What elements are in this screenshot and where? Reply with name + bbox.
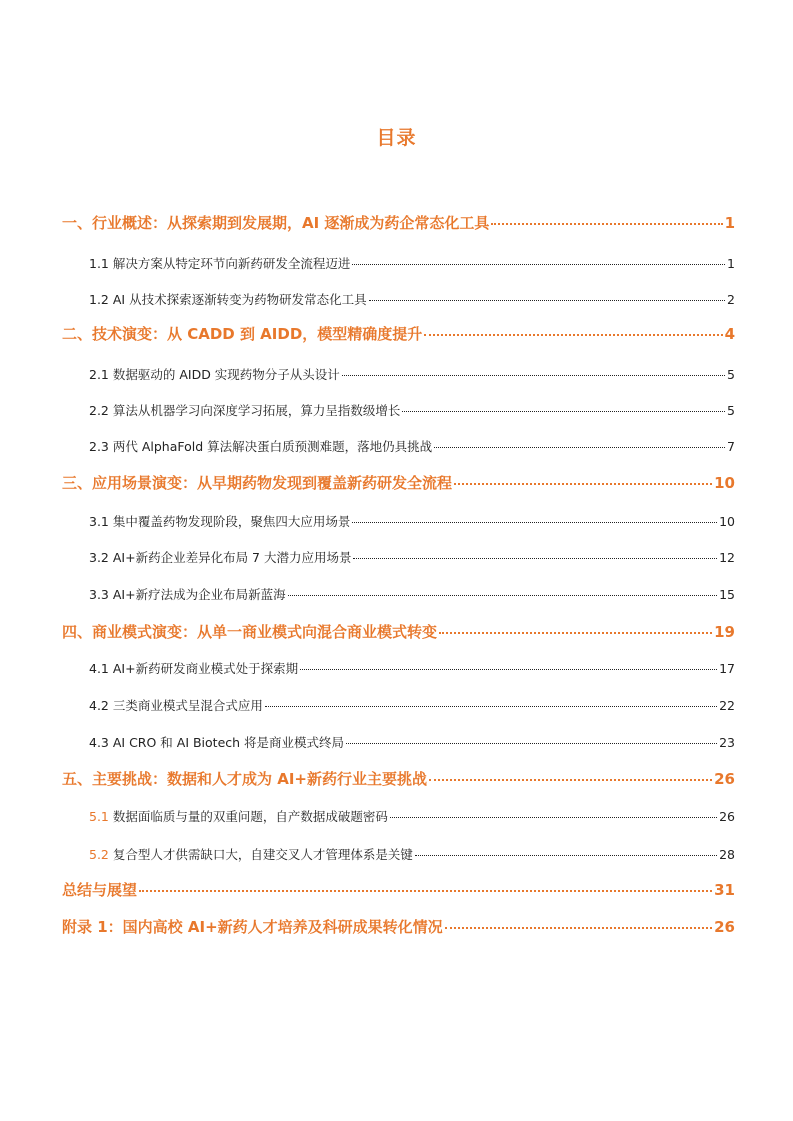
toc-entry-title: 3.3 AI+新疗法成为企业布局新蓝海: [89, 587, 286, 602]
toc-section-1-2[interactable]: [89, 290, 735, 308]
toc-entry-title: [89, 845, 413, 863]
toc-entry-title: 1.2 AI 从技术探索逐渐转变为药物研发常态化工具: [89, 292, 367, 307]
toc-section-2-2[interactable]: [89, 401, 735, 419]
toc-entry-title: 3.2 AI+新药企业差异化布局 7 大潜力应用场景: [89, 550, 352, 565]
toc-dot-leader: [265, 706, 717, 707]
toc-entry-title: 四、商业模式演变：从单一商业模式向混合商业模式转变: [62, 623, 438, 641]
toc-page-number: 19: [714, 623, 735, 641]
toc-page-number: 1: [724, 214, 735, 232]
toc-chapter-2[interactable]: [62, 323, 735, 344]
toc-section-2-3[interactable]: [89, 437, 735, 455]
toc-page-number: 26: [714, 918, 735, 936]
toc-summary[interactable]: [62, 879, 735, 900]
toc-page-number: 22: [719, 698, 735, 713]
toc-section-5-2[interactable]: [89, 845, 735, 863]
toc-dot-leader: [353, 558, 717, 559]
toc-section-4-1[interactable]: [89, 659, 735, 677]
toc-chapter-3[interactable]: [62, 472, 735, 493]
toc-section-2-1[interactable]: [89, 365, 735, 383]
toc-entry-title: 4.2 三类商业模式呈混合式应用: [89, 698, 263, 713]
toc-dot-leader: [369, 300, 725, 301]
toc-dot-leader: [288, 595, 718, 596]
toc-page-number: 28: [719, 847, 735, 862]
toc-page-number: 7: [727, 439, 735, 454]
toc-section-3-2[interactable]: [89, 548, 735, 566]
toc-entry-title: 3.1 集中覆盖药物发现阶段，聚焦四大应用场景: [89, 514, 351, 529]
toc-dot-leader: [342, 375, 725, 376]
toc-chapter-5[interactable]: [62, 768, 735, 789]
toc-entry-title: 2.2 算法从机器学习向深度学习拓展，算力呈指数级增长: [89, 403, 401, 418]
toc-dot-leader: [454, 483, 712, 485]
toc-entry-title: 总结与展望: [62, 881, 138, 899]
toc-page-number: 1: [727, 256, 735, 271]
toc-dot-leader: [434, 447, 725, 448]
toc-chapter-4[interactable]: [62, 621, 735, 642]
toc-dot-leader: [424, 334, 722, 336]
toc-entry-title: 2.3 两代 AlphaFold 算法解决蛋白质预测难题，落地仍具挑战: [89, 439, 433, 454]
toc-page-number: 26: [714, 770, 735, 788]
toc-section-1-1[interactable]: [89, 254, 735, 272]
toc-dot-leader: [415, 855, 717, 856]
toc-section-4-3[interactable]: [89, 733, 735, 751]
toc-entry-title: 三、应用场景演变：从早期药物发现到覆盖新药研发全流程: [62, 474, 453, 492]
toc-page-number: 10: [719, 514, 735, 529]
toc-page-number: 10: [714, 474, 735, 492]
toc-entry-title: 五、主要挑战：数据和人才成为 AI+新药行业主要挑战: [62, 770, 427, 788]
toc-page-number: 26: [719, 809, 735, 824]
toc-dot-leader: [346, 743, 717, 744]
toc-dot-leader: [300, 669, 717, 670]
toc-dot-leader: [429, 779, 712, 781]
toc-page-number: 17: [719, 661, 735, 676]
toc-section-number: 5.1: [89, 809, 109, 824]
toc-dot-leader: [390, 817, 717, 818]
toc-page-number: 31: [714, 881, 735, 899]
toc-page-number: 23: [719, 735, 735, 750]
toc-section-5-1[interactable]: [89, 807, 735, 825]
toc-section-text: 复合型人才供需缺口大，自建交叉人才管理体系是关键: [112, 847, 413, 862]
toc-section-number: 5.2: [89, 847, 109, 862]
toc-page-number: 15: [719, 587, 735, 602]
toc-entry-title: 4.1 AI+新药研发商业模式处于探索期: [89, 661, 299, 676]
toc-entry-title: 附录 1：国内高校 AI+新药人才培养及科研成果转化情况: [62, 918, 443, 936]
toc-entry-title: [89, 807, 388, 825]
toc-dot-leader: [352, 264, 725, 265]
toc-entry-title: 1.1 解决方案从特定环节向新药研发全流程迈进: [89, 256, 351, 271]
toc-entry-title: 一、行业概述：从探索期到发展期，AI 逐渐成为药企常态化工具: [62, 214, 490, 232]
toc-dot-leader: [445, 927, 712, 929]
toc-dot-leader: [352, 522, 717, 523]
toc-appendix-1[interactable]: [62, 916, 735, 937]
toc-dot-leader: [439, 632, 712, 634]
toc-page-number: 4: [724, 325, 735, 343]
toc-page-number: 12: [719, 550, 735, 565]
page-title: 目录: [376, 127, 417, 149]
toc-page-number: 5: [727, 403, 735, 418]
toc-entry-title: 2.1 数据驱动的 AIDD 实现药物分子从头设计: [89, 367, 340, 382]
toc-entry-title: 4.3 AI CRO 和 AI Biotech 将是商业模式终局: [89, 735, 345, 750]
toc-dot-leader: [402, 411, 725, 412]
toc-section-3-1[interactable]: [89, 512, 735, 530]
toc-chapter-1[interactable]: [62, 212, 735, 233]
toc-section-text: 数据面临质与量的双重问题，自产数据成破题密码: [112, 809, 388, 824]
toc-section-4-2[interactable]: [89, 696, 735, 714]
toc-dot-leader: [139, 890, 712, 892]
toc-page-number: 5: [727, 367, 735, 382]
toc-page-number: 2: [727, 292, 735, 307]
toc-dot-leader: [491, 223, 722, 225]
toc-entry-title: 二、技术演变：从 CADD 到 AIDD，模型精确度提升: [62, 325, 423, 343]
toc-section-3-3[interactable]: [89, 585, 735, 603]
